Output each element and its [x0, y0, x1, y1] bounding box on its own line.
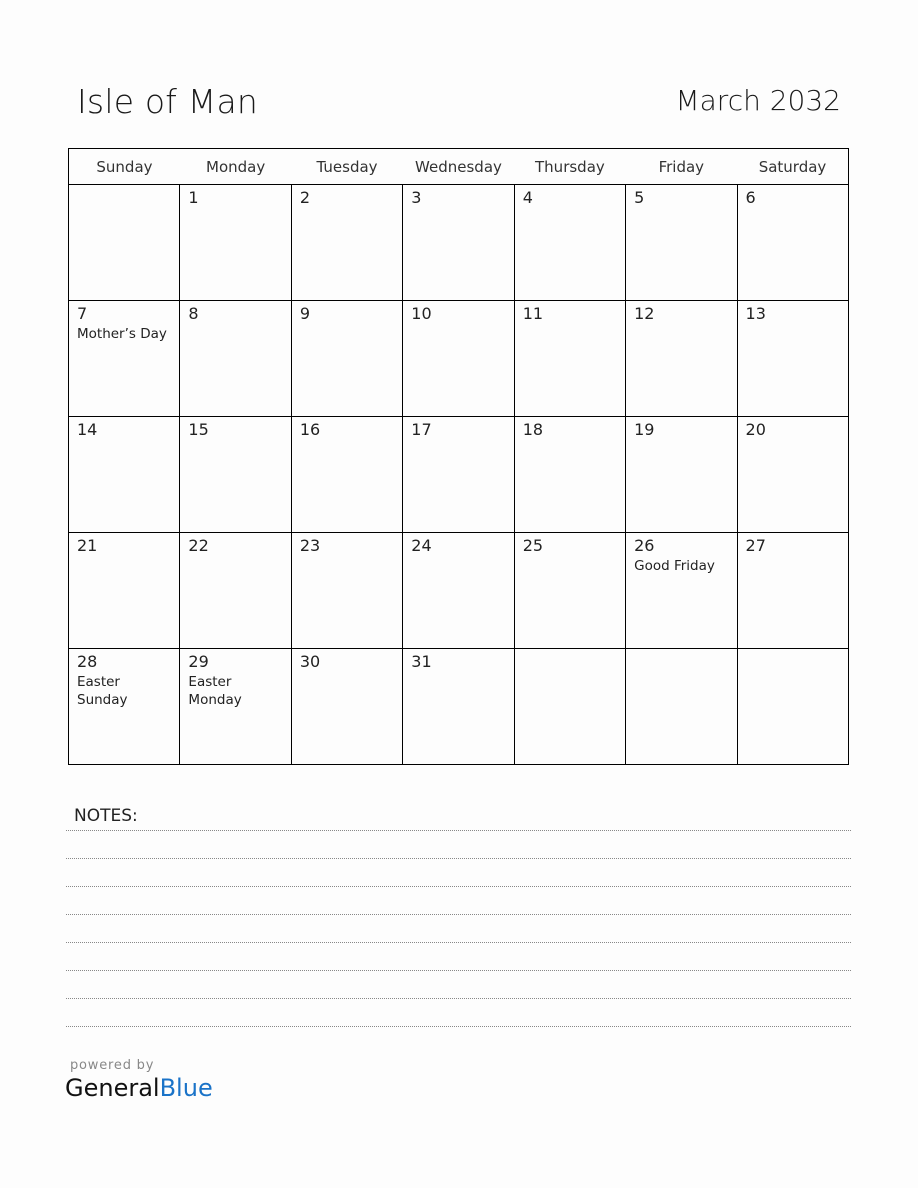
- day-content: [515, 301, 625, 323]
- day-cell: [291, 533, 402, 649]
- note-line: [66, 886, 851, 887]
- day-cell: [180, 649, 291, 765]
- week-row: [69, 185, 849, 301]
- day-cell: [626, 649, 737, 765]
- day-cell: [626, 533, 737, 649]
- holiday-label: Good Friday: [634, 558, 715, 574]
- day-content: [180, 417, 290, 439]
- day-cell: [737, 417, 848, 533]
- day-number: 29: [188, 652, 209, 671]
- day-cell: [403, 649, 514, 765]
- day-number: 10: [411, 304, 432, 323]
- day-number: 15: [188, 420, 209, 439]
- note-line: [66, 830, 851, 831]
- weekday-header: Thursday: [514, 149, 625, 185]
- day-cell: [737, 649, 848, 765]
- day-content: [626, 533, 736, 575]
- day-content: [403, 533, 513, 555]
- day-number: 18: [522, 420, 544, 439]
- day-cell: [291, 185, 402, 301]
- brand-general: General: [65, 1074, 160, 1102]
- day-number: 2: [299, 188, 311, 207]
- day-cell: [69, 533, 180, 649]
- day-number: 4: [522, 188, 533, 207]
- day-number: 6: [745, 188, 756, 207]
- day-content: [180, 185, 290, 207]
- day-content: [738, 533, 848, 555]
- day-number: 17: [411, 420, 432, 439]
- day-number: 1: [188, 188, 199, 207]
- day-content: [626, 185, 736, 207]
- day-cell: [626, 301, 737, 417]
- day-content: [403, 301, 513, 323]
- note-line: [66, 970, 851, 971]
- day-number: 20: [745, 420, 766, 439]
- day-cell: [403, 185, 514, 301]
- day-cell: [69, 417, 180, 533]
- day-number: 27: [745, 536, 766, 555]
- day-number: 31: [411, 652, 432, 671]
- day-cell: [514, 533, 625, 649]
- day-content: [403, 185, 513, 207]
- weekday-header: Tuesday: [291, 149, 402, 185]
- day-number: 3: [411, 188, 422, 207]
- weekday-header: Saturday: [737, 149, 848, 185]
- day-content: [626, 417, 736, 439]
- day-cell: [69, 649, 180, 765]
- day-content: [180, 649, 290, 709]
- day-content: [626, 301, 736, 323]
- country-title: Isle of Man: [77, 82, 258, 121]
- note-line: [66, 942, 851, 943]
- day-number: 25: [522, 536, 544, 555]
- day-content: [69, 649, 179, 709]
- day-cell: [403, 417, 514, 533]
- note-line: [66, 998, 851, 999]
- weekday-header: Wednesday: [403, 149, 514, 185]
- day-cell: [291, 301, 402, 417]
- holiday-label: Easter Sunday: [77, 674, 128, 708]
- day-cell: [514, 301, 625, 417]
- day-number: 9: [299, 304, 311, 323]
- day-cell: [626, 417, 737, 533]
- day-number: 13: [745, 304, 766, 323]
- day-content: [69, 533, 179, 555]
- day-cell: [180, 301, 291, 417]
- holiday-label: Mother’s Day: [77, 326, 167, 342]
- day-cell: [180, 185, 291, 301]
- day-number: 16: [299, 420, 321, 439]
- week-row: [69, 417, 849, 533]
- calendar-grid: [68, 148, 849, 765]
- week-row: [69, 301, 849, 417]
- day-number: 23: [299, 536, 321, 555]
- day-content: [738, 649, 848, 653]
- day-number: 8: [188, 304, 199, 323]
- weekday-header-row: [69, 149, 849, 185]
- day-cell: [403, 301, 514, 417]
- notes-label: NOTES:: [74, 806, 138, 826]
- day-number: 28: [77, 652, 98, 671]
- day-number: 26: [634, 536, 655, 555]
- brand-blue: Blue: [159, 1074, 213, 1102]
- day-cell: [626, 185, 737, 301]
- day-number: 12: [634, 304, 655, 323]
- day-cell: [737, 533, 848, 649]
- day-number: 5: [634, 188, 645, 207]
- day-content: [180, 301, 290, 323]
- day-content: [292, 649, 402, 671]
- day-content: [515, 185, 625, 207]
- day-content: [515, 533, 625, 555]
- day-content: [292, 533, 402, 555]
- week-row: [69, 649, 849, 765]
- day-content: [292, 301, 402, 323]
- day-number: 22: [188, 536, 209, 555]
- day-cell: [69, 301, 180, 417]
- day-content: [292, 185, 402, 207]
- day-number: 30: [299, 652, 321, 671]
- weekday-header: Monday: [180, 149, 291, 185]
- day-content: [626, 649, 736, 653]
- note-line: [66, 914, 851, 915]
- day-content: [403, 649, 513, 671]
- weekday-header: Friday: [626, 149, 737, 185]
- powered-by-text: powered by: [70, 1058, 155, 1073]
- holiday-label: Easter Monday: [188, 674, 242, 708]
- weekday-header: Sunday: [69, 149, 180, 185]
- day-cell: [514, 417, 625, 533]
- month-year-title: March 2032: [675, 84, 841, 117]
- day-number: 7: [77, 304, 88, 323]
- generalblue-logo: [65, 1074, 213, 1102]
- day-content: [738, 185, 848, 207]
- day-cell: [737, 301, 848, 417]
- day-content: [292, 417, 402, 439]
- day-cell: [291, 417, 402, 533]
- week-row: [69, 533, 849, 649]
- day-content: [69, 301, 179, 343]
- day-content: [69, 185, 179, 189]
- day-content: [738, 417, 848, 439]
- day-cell: [514, 649, 625, 765]
- note-line: [66, 1026, 851, 1027]
- day-content: [738, 301, 848, 323]
- day-content: [515, 417, 625, 439]
- day-cell: [180, 417, 291, 533]
- day-content: [69, 417, 179, 439]
- day-cell: [514, 185, 625, 301]
- day-number: 21: [77, 536, 98, 555]
- day-cell: [291, 649, 402, 765]
- day-cell: [737, 185, 848, 301]
- day-cell: [180, 533, 291, 649]
- day-content: [515, 649, 625, 653]
- day-content: [403, 417, 513, 439]
- day-number: 11: [522, 304, 544, 323]
- note-line: [66, 858, 851, 859]
- day-cell: [403, 533, 514, 649]
- day-number: 24: [411, 536, 432, 555]
- day-number: 19: [634, 420, 655, 439]
- day-content: [180, 533, 290, 555]
- day-number: 14: [77, 420, 98, 439]
- day-cell: [69, 185, 180, 301]
